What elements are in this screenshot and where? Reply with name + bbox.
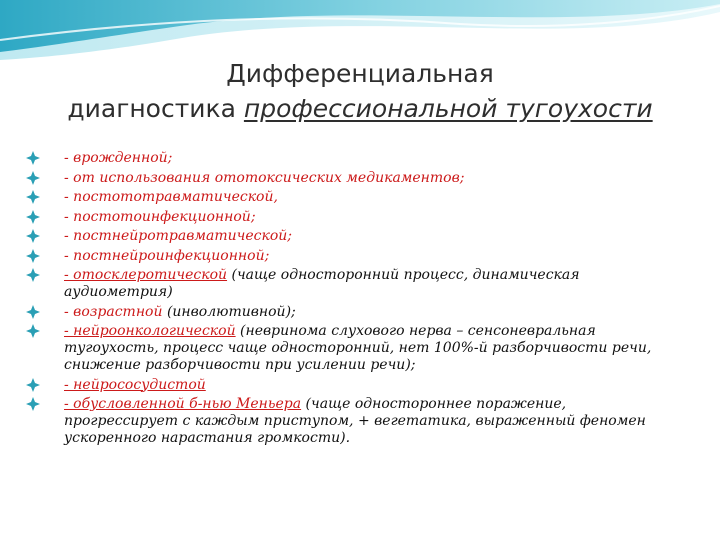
list-item	[26, 170, 666, 187]
list-item-term: - постнейротравматической;	[64, 228, 292, 244]
list-item	[26, 228, 666, 245]
list-item	[26, 377, 666, 394]
diamond-bullet-icon	[26, 190, 40, 204]
header-wave-decoration	[0, 0, 720, 60]
diagnosis-list	[26, 150, 666, 450]
diamond-bullet-icon	[26, 151, 40, 165]
list-item-detail: (чаще одностороннее поражение, прогрессирует с каждым приступом, + вегетатика, выраженный феномен ускоренного нарастания громкости).	[64, 396, 646, 446]
title-line-2-plain: диагностика	[67, 94, 244, 123]
list-item	[26, 267, 666, 301]
diamond-bullet-icon	[26, 378, 40, 392]
list-item-term: - постототравматической,	[64, 189, 278, 205]
list-item	[26, 209, 666, 226]
diamond-bullet-icon	[26, 324, 40, 338]
list-item	[26, 248, 666, 265]
list-item	[26, 304, 666, 321]
list-item-term: - нейрососудистой	[64, 376, 206, 393]
list-item-term: - обусловленной б-нью Меньера	[64, 396, 302, 412]
list-item	[26, 323, 666, 374]
diamond-bullet-icon	[26, 171, 40, 185]
slide-title	[0, 56, 720, 126]
list-item-detail: (инволютивной);	[162, 303, 296, 320]
list-item-term: - врожденной;	[64, 150, 173, 166]
list-item-term: - возрастной	[64, 303, 163, 320]
list-item	[26, 189, 666, 206]
diamond-bullet-icon	[26, 268, 40, 282]
list-item-detail: (чаще односторонний процесс, динамическая аудиометрия)	[64, 267, 580, 300]
diamond-bullet-icon	[26, 397, 40, 411]
list-item-detail: (невринома слухового нерва – сенсоневральная тугоухость, процесс чаще односторонний, нет 100%-й разборчивости речи, снижение разборчивости при усилении речи);	[64, 323, 652, 373]
diamond-bullet-icon	[26, 249, 40, 263]
list-item-term: - постнейроинфекционной;	[64, 247, 270, 264]
list-item	[26, 150, 666, 167]
title-line-2-underlined: профессиональной тугоухости	[243, 94, 653, 123]
title-line-2	[0, 91, 720, 126]
list-item	[26, 396, 666, 447]
list-item-term: - от использования ототоксических медикаментов;	[64, 169, 465, 186]
diamond-bullet-icon	[26, 210, 40, 224]
diamond-bullet-icon	[26, 229, 40, 243]
list-item-term: - отосклеротической	[64, 267, 228, 283]
diamond-bullet-icon	[26, 305, 40, 319]
list-item-term: - постотоинфекционной;	[64, 208, 256, 225]
list-item-term: - нейроонкологической	[64, 323, 236, 339]
title-line-1: Дифференциальная	[226, 59, 494, 88]
